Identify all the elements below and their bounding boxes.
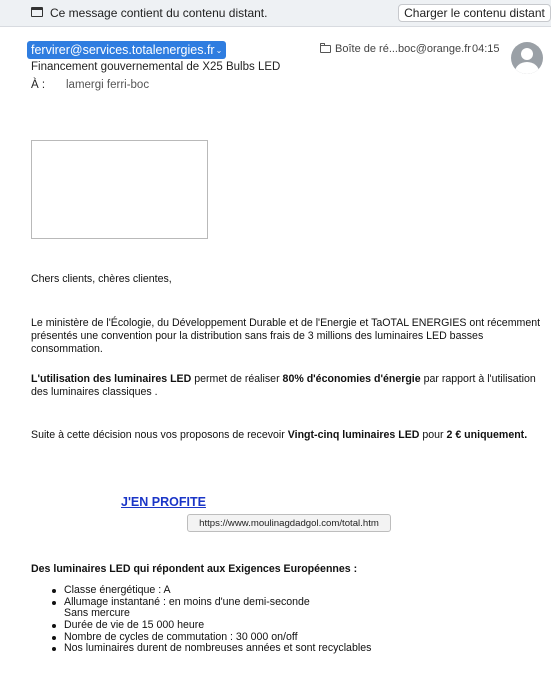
remote-content-banner	[0, 0, 551, 27]
paragraph-offer	[31, 429, 546, 442]
bold-text: 80% d'économies d'énergie	[282, 373, 421, 385]
body-text: pour	[419, 429, 447, 441]
chevron-down-icon[interactable]: ⌄	[215, 46, 223, 55]
list-item: Classe énergétique : A	[52, 585, 492, 597]
recipient-name[interactable]: lamergi ferri-boc	[66, 79, 150, 91]
list-item: Nos luminaires durent de nombreuses années et sont recyclables	[52, 643, 492, 655]
offer-link[interactable]: J'EN PROFITE	[121, 495, 206, 509]
mailbox-folder[interactable]: Boîte de ré...boc@orange.fr	[335, 43, 471, 55]
bold-text: 2 € uniquement.	[446, 429, 528, 441]
remote-content-icon	[31, 7, 43, 17]
remote-image-placeholder	[31, 140, 208, 239]
avatar	[511, 42, 543, 74]
load-remote-content-button[interactable]: Charger le contenu distant	[398, 4, 551, 22]
avatar-head	[521, 48, 533, 60]
paragraph-intro: Le ministère de l'Écologie, du Développement Durable et de l'Energie et TaOTAL ENERGIES ont récemment présentés une convention pour la distribution sans frais de 3 millions des luminaires LED basses consommation.	[31, 317, 541, 355]
remote-content-message: Ce message contient du contenu distant.	[50, 6, 268, 20]
link-url-tooltip: https://www.moulinagdadgol.com/total.htm	[187, 514, 391, 532]
body-text: Suite à cette décision nous vos proposons de recevoir	[31, 429, 288, 441]
bold-text: Vingt-cinq luminaires LED	[287, 429, 420, 441]
paragraph-savings	[31, 373, 546, 399]
sender-address[interactable]	[27, 41, 226, 59]
folder-icon	[320, 45, 331, 53]
greeting: Chers clients, chères clientes,	[31, 273, 172, 285]
list-item: Durée de vie de 15 000 heure	[52, 620, 492, 632]
body-text: permet de réaliser	[191, 373, 283, 385]
list-title: Des luminaires LED qui répondent aux Exigences Européennes :	[31, 563, 358, 575]
recipient-label: À :	[31, 79, 46, 91]
message-time: 04:15	[472, 43, 500, 55]
list-item: Sans mercure	[64, 607, 130, 620]
avatar-body	[515, 62, 539, 74]
list-item: Nombre de cycles de commutation : 30 000 on/off	[52, 632, 492, 644]
body-text: par rapport à l'utilisation des luminaires classiques .	[31, 373, 536, 398]
message-subject: Financement gouvernemental de X25 Bulbs LED	[31, 61, 281, 73]
feature-list	[52, 585, 492, 655]
sender-address-text: fervirer@services.totalenergies.fr	[31, 43, 215, 57]
bold-text: L'utilisation des luminaires LED	[31, 373, 192, 385]
list-item: Allumage instantané : en moins d'une demi-seconde	[52, 597, 492, 609]
